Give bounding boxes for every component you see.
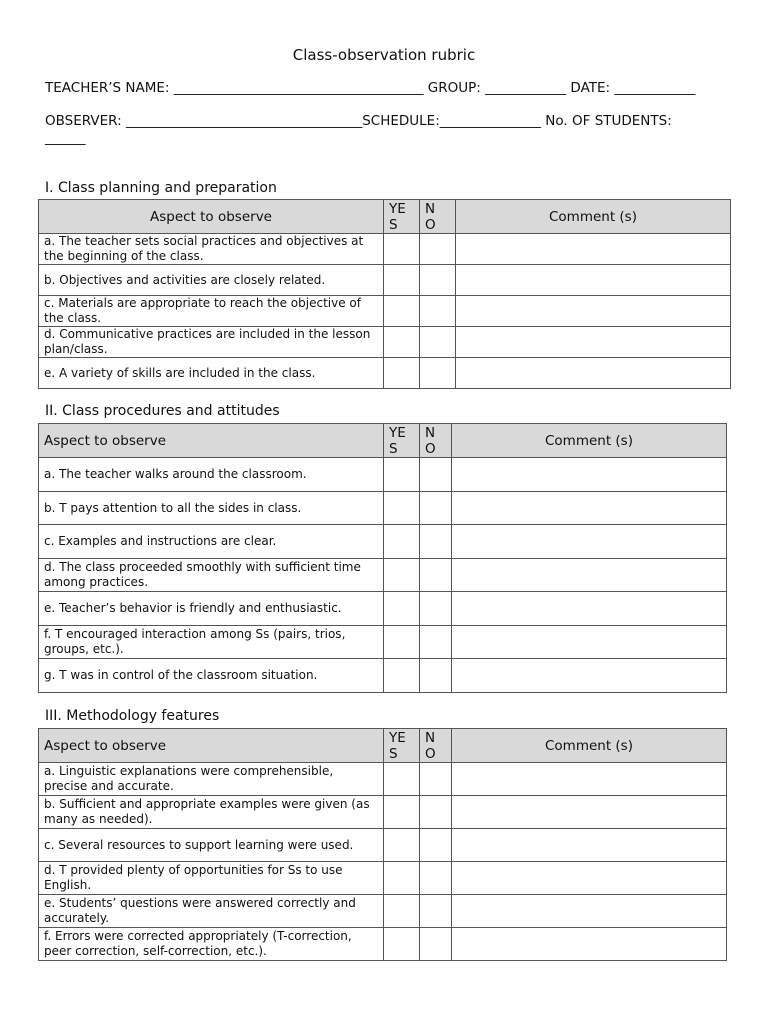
yes-cell[interactable] [384, 763, 420, 796]
aspect-cell: c. Examples and instructions are clear. [39, 525, 384, 559]
methodology-table [38, 728, 727, 961]
aspect-cell: g. T was in control of the classroom situation. [39, 659, 384, 693]
comment-cell[interactable] [452, 763, 727, 796]
section-title-procedures: II. Class procedures and attitudes [45, 403, 280, 419]
header-yes: YE S [384, 424, 420, 458]
aspect-cell: d. T provided plenty of opportunities for Ss to use English. [39, 862, 384, 895]
header-no: N O [420, 200, 456, 234]
no-cell[interactable] [420, 928, 452, 961]
aspect-cell: f. T encouraged interaction among Ss (pairs, trios, groups, etc.). [39, 626, 384, 659]
comment-cell[interactable] [452, 626, 727, 659]
no-cell[interactable] [420, 458, 452, 492]
table-row [39, 296, 731, 327]
header-aspect: Aspect to observe [39, 729, 384, 763]
no-cell[interactable] [420, 796, 452, 829]
yes-cell[interactable] [384, 559, 420, 592]
table-row [39, 659, 727, 693]
yes-cell[interactable] [384, 895, 420, 928]
comment-cell[interactable] [452, 796, 727, 829]
aspect-cell: d. Communicative practices are included in the lesson plan/class. [39, 327, 384, 358]
table-row [39, 327, 731, 358]
no-cell[interactable] [420, 265, 456, 296]
no-cell[interactable] [420, 296, 456, 327]
yes-cell[interactable] [384, 592, 420, 626]
yes-cell[interactable] [384, 358, 420, 389]
no-cell[interactable] [420, 626, 452, 659]
yes-cell[interactable] [384, 928, 420, 961]
header-no: N O [420, 424, 452, 458]
table-row [39, 928, 727, 961]
teacher-group-date-line: TEACHER’S NAME: _____________________________________ GROUP: ____________ DATE: ____________ [45, 80, 696, 96]
aspect-cell: b. Sufficient and appropriate examples were given (as many as needed). [39, 796, 384, 829]
yes-cell[interactable] [384, 796, 420, 829]
table-row [39, 458, 727, 492]
aspect-cell: a. The teacher walks around the classroom. [39, 458, 384, 492]
table-row [39, 525, 727, 559]
no-cell[interactable] [420, 895, 452, 928]
observer-schedule-students-line: OBSERVER: ___________________________________SCHEDULE:_______________ No. OF STUDENTS: ______ [45, 113, 672, 146]
comment-cell[interactable] [456, 265, 731, 296]
no-cell[interactable] [420, 559, 452, 592]
aspect-cell: c. Several resources to support learning were used. [39, 829, 384, 862]
yes-cell[interactable] [384, 296, 420, 327]
no-cell[interactable] [420, 862, 452, 895]
table-header-row [39, 729, 727, 763]
comment-cell[interactable] [452, 659, 727, 693]
table-row [39, 895, 727, 928]
yes-cell[interactable] [384, 492, 420, 525]
aspect-cell: d. The class proceeded smoothly with sufficient time among practices. [39, 559, 384, 592]
section-title-planning: I. Class planning and preparation [45, 180, 277, 196]
comment-cell[interactable] [456, 296, 731, 327]
yes-cell[interactable] [384, 862, 420, 895]
planning-table [38, 199, 731, 389]
comment-cell[interactable] [452, 592, 727, 626]
procedures-table [38, 423, 727, 693]
no-cell[interactable] [420, 492, 452, 525]
no-cell[interactable] [420, 829, 452, 862]
table-row [39, 829, 727, 862]
no-cell[interactable] [420, 763, 452, 796]
no-cell[interactable] [420, 659, 452, 693]
table-row [39, 234, 731, 265]
aspect-cell: c. Materials are appropriate to reach the objective of the class. [39, 296, 384, 327]
no-cell[interactable] [420, 327, 456, 358]
aspect-cell: e. A variety of skills are included in the class. [39, 358, 384, 389]
aspect-cell: b. T pays attention to all the sides in class. [39, 492, 384, 525]
aspect-cell: a. The teacher sets social practices and objectives at the beginning of the class. [39, 234, 384, 265]
header-aspect: Aspect to observe [39, 200, 384, 234]
header-yes: YE S [384, 200, 420, 234]
comment-cell[interactable] [452, 829, 727, 862]
document-title: Class-observation rubric [292, 46, 476, 64]
table-row [39, 358, 731, 389]
table-row [39, 265, 731, 296]
comment-cell[interactable] [456, 327, 731, 358]
table-row [39, 492, 727, 525]
header-comment: Comment (s) [452, 729, 727, 763]
yes-cell[interactable] [384, 829, 420, 862]
yes-cell[interactable] [384, 234, 420, 265]
header-yes: YE S [384, 729, 420, 763]
no-cell[interactable] [420, 358, 456, 389]
table-header-row [39, 200, 731, 234]
table-row [39, 862, 727, 895]
comment-cell[interactable] [452, 895, 727, 928]
comment-cell[interactable] [456, 234, 731, 265]
comment-cell[interactable] [452, 492, 727, 525]
header-no: N O [420, 729, 452, 763]
yes-cell[interactable] [384, 659, 420, 693]
aspect-cell: e. Students’ questions were answered correctly and accurately. [39, 895, 384, 928]
aspect-cell: a. Linguistic explanations were comprehensible, precise and accurate. [39, 763, 384, 796]
header-aspect: Aspect to observe [39, 424, 384, 458]
table-row [39, 796, 727, 829]
no-cell[interactable] [420, 525, 452, 559]
aspect-cell: e. Teacher’s behavior is friendly and enthusiastic. [39, 592, 384, 626]
table-row [39, 626, 727, 659]
comment-cell[interactable] [452, 928, 727, 961]
no-cell[interactable] [420, 592, 452, 626]
comment-cell[interactable] [456, 358, 731, 389]
yes-cell[interactable] [384, 265, 420, 296]
yes-cell[interactable] [384, 458, 420, 492]
table-row [39, 763, 727, 796]
yes-cell[interactable] [384, 327, 420, 358]
yes-cell[interactable] [384, 626, 420, 659]
aspect-cell: f. Errors were corrected appropriately (T-correction, peer correction, self-correction, etc.). [39, 928, 384, 961]
comment-cell[interactable] [452, 458, 727, 492]
no-cell[interactable] [420, 234, 456, 265]
table-row [39, 559, 727, 592]
comment-cell[interactable] [452, 862, 727, 895]
aspect-cell: b. Objectives and activities are closely related. [39, 265, 384, 296]
table-row [39, 592, 727, 626]
header-comment: Comment (s) [456, 200, 731, 234]
comment-cell[interactable] [452, 559, 727, 592]
yes-cell[interactable] [384, 525, 420, 559]
header-comment: Comment (s) [452, 424, 727, 458]
section-title-methodology: III. Methodology features [45, 708, 220, 724]
comment-cell[interactable] [452, 525, 727, 559]
table-header-row [39, 424, 727, 458]
